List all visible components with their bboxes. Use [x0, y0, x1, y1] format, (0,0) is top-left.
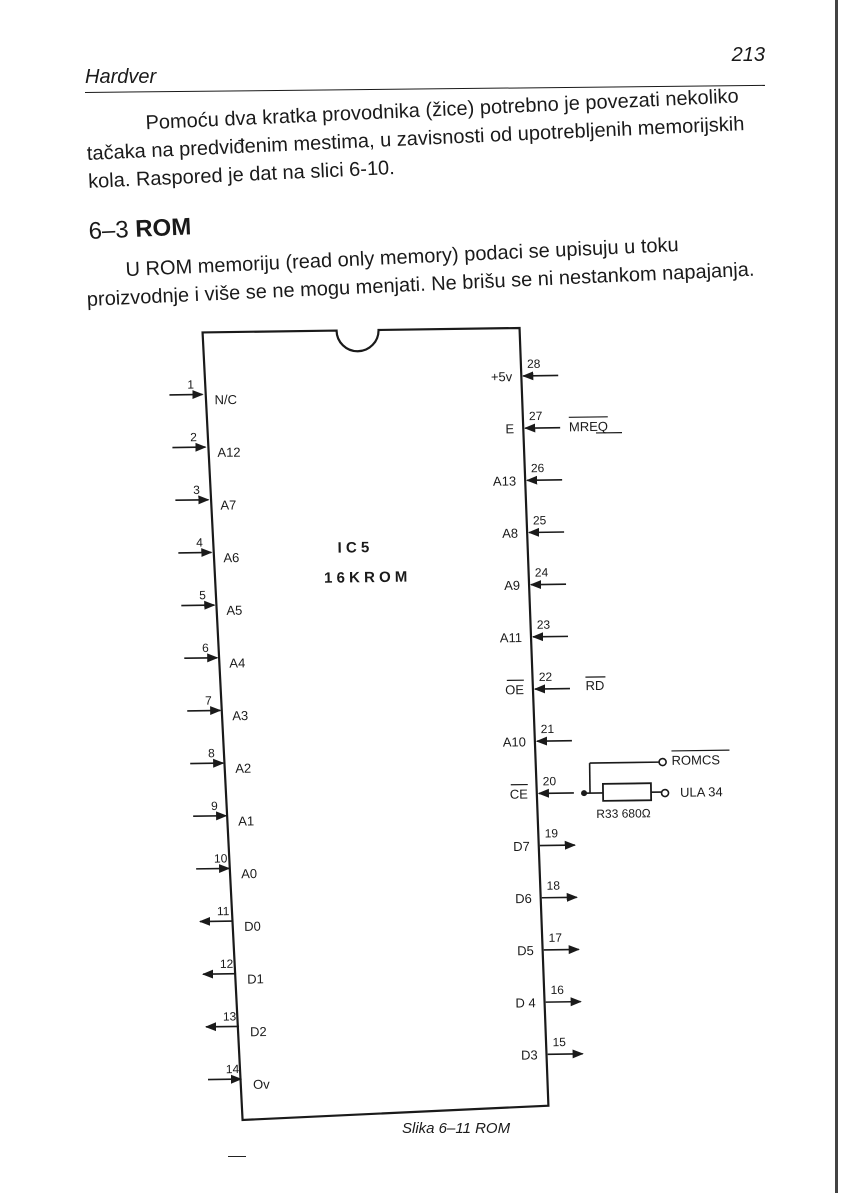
left-pin-13-label: D2 [250, 1024, 267, 1040]
right-pin-25-label: A8 [502, 525, 519, 541]
chip-type: 1 6 K R O M [323, 568, 408, 587]
ce-junction [581, 790, 587, 796]
right-pin-16-label: D 4 [515, 995, 536, 1011]
paragraph-rom: U ROM memoriju (read only memory) podaci se upisuju u toku proizvodnje i više se ne mogu menjati. Ne brišu se ni nestankom napajanja. [86, 234, 755, 311]
right-pin-17-label: D5 [517, 943, 534, 959]
left-pin-13-number: 13 [222, 1009, 237, 1024]
left-pin-14-number: 14 [225, 1062, 240, 1077]
right-pin-28-number: 28 [526, 356, 541, 371]
left-pin-10-label: A0 [241, 866, 258, 882]
chip-name: I C 5 [337, 539, 370, 557]
left-pin-4-label: A6 [223, 550, 240, 566]
right-pin-24-label: A9 [504, 577, 521, 594]
left-pin-7-label: A3 [232, 708, 249, 724]
ula-terminal [661, 789, 668, 796]
right-pin-23-number: 23 [536, 617, 551, 632]
right-pin-18-label: D6 [515, 890, 532, 907]
right-pin-23-label: A11 [499, 630, 523, 646]
left-pin-6-number: 6 [202, 640, 209, 655]
left-pin-12-label: D1 [247, 971, 264, 987]
left-pin-6-label: A4 [229, 655, 246, 671]
left-pin-9-label: A1 [238, 813, 255, 829]
right-pin-21-label: A10 [502, 734, 527, 750]
left-pin-10-number: 10 [213, 851, 228, 866]
paragraph-intro: Pomoću dva kratka provodnika (žice) potrebno je povezati nekoliko tačaka na predviđenim mestima, u zavisnosti od upotrebljenih memorijskih kola. Raspored je dat na slici 6-10. [86, 85, 745, 193]
left-pin-3-number: 3 [193, 482, 201, 497]
left-pin-7-number: 7 [204, 693, 212, 708]
resistor-label: R33 680Ω [596, 806, 651, 821]
right-pin-24-number: 24 [534, 565, 549, 580]
left-pin-2-number: 2 [190, 430, 198, 445]
figure-caption: Slika 6–11 ROM [402, 1120, 511, 1137]
right-pin-25-number: 25 [532, 513, 547, 528]
right-pin-19-number: 19 [544, 826, 559, 841]
right-pin-15-label: D3 [520, 1047, 538, 1063]
section-number: 6–3 [88, 216, 130, 245]
page-number: 213 [731, 44, 765, 66]
right-pin-28-label: +5v [490, 369, 513, 385]
right-pin-27-number: 27 [528, 408, 543, 424]
left-pin-group [169, 377, 270, 1093]
right-pin-15-number: 15 [552, 1035, 566, 1050]
signal-mreq: MREQ [568, 418, 609, 435]
romcs-terminal [659, 759, 666, 766]
left-pin-3-label: A7 [220, 497, 237, 513]
left-pin-8-label: A2 [235, 760, 252, 776]
right-pin-21-number: 21 [540, 721, 555, 737]
resistor-r33 [603, 783, 651, 801]
left-pin-12-number: 12 [219, 956, 234, 971]
left-pin-11-number: 11 [216, 904, 230, 919]
left-pin-5-label: A5 [226, 602, 243, 618]
romcs-wire-h [590, 762, 659, 763]
right-pin-18-number: 18 [546, 878, 561, 893]
right-pin-27-label: E [505, 421, 515, 437]
right-pin-19-label: D7 [513, 838, 530, 854]
signal-romcs: ROMCS [671, 752, 721, 768]
left-pin-2-label: A12 [217, 444, 241, 460]
right-pin-group [491, 356, 583, 1063]
signal-rd: RD [585, 677, 605, 694]
section-title: ROM [134, 213, 192, 243]
left-pin-11-label: D0 [244, 918, 261, 934]
left-pin-14-label: Ov [252, 1076, 270, 1092]
right-pin-22-label: OE [505, 682, 525, 698]
left-pin-5-number: 5 [199, 588, 206, 603]
stray-mark [228, 1156, 246, 1157]
running-head: Hardver [85, 66, 157, 88]
right-pin-26-number: 26 [530, 461, 545, 476]
signal-ula: ULA 34 [679, 784, 723, 800]
right-pin-20-label: CE [509, 786, 528, 802]
right-pin-16-number: 16 [550, 982, 565, 998]
left-pin-8-number: 8 [207, 746, 215, 761]
right-pin-22-number: 22 [538, 669, 553, 684]
chip-body [203, 328, 549, 1121]
left-pin-9-number: 9 [210, 798, 218, 813]
mreq-overline [569, 417, 608, 418]
right-pin-20-number: 20 [542, 774, 557, 789]
left-pin-4-number: 4 [196, 535, 203, 550]
romcs-overline [671, 750, 729, 751]
right-pin-17-number: 17 [548, 930, 563, 945]
left-pin-1-number: 1 [187, 377, 195, 392]
right-pin-26-label: A13 [492, 473, 517, 489]
left-pin-1-label: N/C [214, 391, 238, 408]
